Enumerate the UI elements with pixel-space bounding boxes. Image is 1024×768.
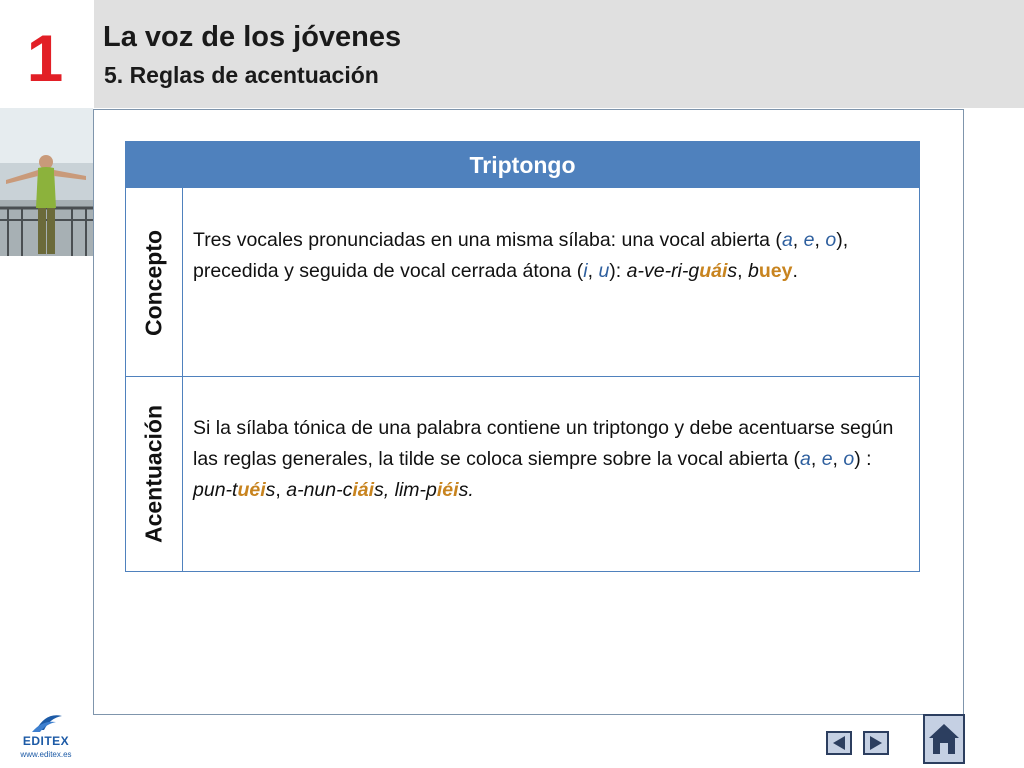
example-text: . (792, 260, 798, 282)
page-subtitle: 5. Reglas de acentuación (104, 62, 379, 88)
example-text: pun-t (193, 479, 238, 501)
text-segment: , (792, 229, 804, 251)
brand-url: www.editex.es (20, 750, 72, 759)
vowel-a: a (799, 448, 811, 470)
triangle-left-icon (828, 733, 850, 753)
text-segment: , (832, 448, 844, 470)
acentuacion-text (193, 413, 903, 506)
vowel-a: a (781, 229, 793, 251)
row-label-acentuacion (126, 377, 183, 571)
vowel-e: e (803, 229, 815, 251)
next-slide-button[interactable] (863, 731, 889, 755)
example-highlight: uéi (237, 479, 266, 501)
vowel-o: o (825, 229, 837, 251)
header-bar (94, 0, 1024, 108)
house-icon (925, 716, 963, 762)
text-segment: ): (609, 260, 627, 282)
person-railing-photo (0, 108, 93, 256)
triptongo-table (125, 141, 920, 572)
previous-slide-button[interactable] (826, 731, 852, 755)
row-label-text: Acentuación (140, 404, 167, 544)
editex-logo[interactable] (16, 710, 76, 758)
text-segment: Si la sílaba tónica de una palabra contiene un triptongo y debe acentuarse según las reglas generales, la tilde se coloca siempre sobre la vocal abierta ( (193, 417, 894, 470)
triangle-right-icon (865, 733, 887, 753)
home-button[interactable] (923, 714, 965, 764)
page-title: La voz de los jóvenes (103, 21, 402, 53)
example-text: b (748, 260, 759, 282)
row-divider (126, 376, 919, 377)
row-label-text: Concepto (140, 229, 167, 336)
example-text: a-ve-ri-g (626, 260, 700, 282)
example-highlight: uái (699, 260, 728, 282)
example-text: s (265, 479, 276, 501)
example-highlight: iéi (436, 479, 459, 501)
brand-name: EDITEX (22, 734, 70, 748)
text-segment: ) : (854, 448, 872, 470)
vowel-i: i (583, 260, 588, 282)
vowel-u: u (598, 260, 610, 282)
editex-logo-icon (16, 710, 76, 736)
text-segment: , (814, 229, 826, 251)
text-segment: , (587, 260, 599, 282)
example-text: s. (458, 479, 474, 501)
example-text: a-nun-c (286, 479, 353, 501)
example-highlight: iái (352, 479, 375, 501)
vowel-o: o (843, 448, 855, 470)
text-segment: , (275, 479, 287, 501)
text-segment: ), precedida y seguida de vocal cerrada átona ( (193, 229, 849, 282)
text-segment: , (737, 260, 749, 282)
concepto-text (193, 225, 903, 287)
example-highlight: uey (758, 260, 793, 282)
vowel-e: e (821, 448, 833, 470)
text-segment: , (810, 448, 822, 470)
table-header: Triptongo (126, 142, 919, 188)
example-text: s (727, 260, 738, 282)
text-segment: Tres vocales pronunciadas en una misma sílaba: una vocal abierta ( (193, 229, 782, 251)
header-photo (0, 108, 93, 256)
example-text: s, lim-p (374, 479, 437, 501)
row-label-concepto (126, 188, 183, 377)
chapter-number: 1 (26, 21, 64, 95)
